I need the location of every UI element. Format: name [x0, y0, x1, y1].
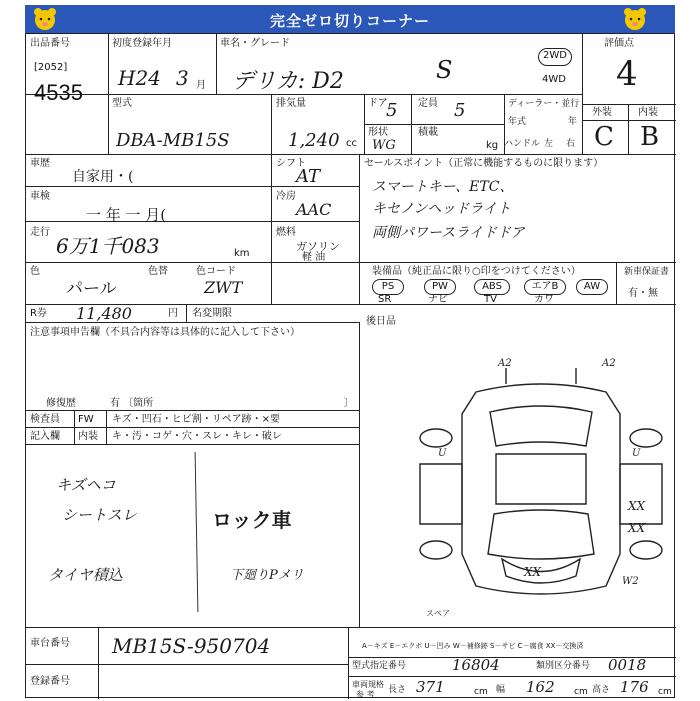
year-suffix: 年: [568, 117, 578, 127]
ref-label: 参 考: [356, 690, 375, 699]
note-line: 下廻りPメリ: [230, 568, 304, 583]
equip-tv: TV: [484, 294, 497, 305]
displacement-label: 排気量: [276, 98, 306, 109]
rock-car-note: ロック車: [212, 508, 292, 532]
auction-sheet: [25, 33, 675, 698]
reg-no-label: 登録番号: [30, 676, 70, 687]
bear-mascot-icon: [32, 7, 58, 31]
inspection-value: 一 年 一 月(: [86, 206, 167, 224]
color-label: 色: [30, 266, 40, 277]
inspection-label: 車検: [30, 191, 50, 202]
repair-close: 〕: [344, 398, 354, 409]
first-reg-label: 初度登録年月: [112, 38, 172, 49]
first-reg-month: 3: [176, 66, 189, 90]
car-name: デリカ: D2: [232, 69, 344, 94]
selling-label: セールスポイント（正常に機能するものに限ります）: [364, 158, 604, 169]
shape-label: 形状: [368, 127, 388, 138]
lot-number: 4535: [34, 80, 83, 105]
equip-leather: カワ: [534, 294, 554, 305]
row1-key: FW: [78, 414, 94, 425]
fuel-gasoline: ガソリン: [296, 240, 340, 253]
equip-airbag: エアB: [524, 279, 566, 295]
score-value: 4: [616, 54, 638, 94]
width-value: 162: [526, 678, 555, 696]
damage-mark: A2: [602, 358, 616, 369]
handle-right: 右: [566, 139, 576, 149]
drive-2wd: 2WD: [538, 48, 572, 66]
recycle-value: 11,480: [76, 304, 132, 323]
capacity-label: 定員: [418, 98, 438, 109]
exterior-label: 外装: [592, 107, 612, 118]
dims-label: 車両規格: [352, 680, 384, 689]
model-label: 型式: [112, 98, 132, 109]
selling-line: キセノンヘッドライト: [372, 201, 511, 217]
selling-line: スマートキー、ETC、: [372, 179, 514, 195]
notes-divider: [195, 452, 199, 612]
spare-label: スペア: [426, 609, 450, 618]
model-year-label: 年式: [508, 117, 527, 127]
fuel-label: 燃料: [276, 227, 296, 238]
score-label: 評価点: [604, 38, 634, 49]
height-label: 高さ: [592, 685, 611, 695]
note-line: タイヤ積込: [48, 566, 123, 584]
doors-value: 5: [386, 100, 398, 121]
type-designation-label: 型式指定番号: [352, 661, 407, 671]
cm-unit: cm: [658, 687, 672, 697]
equip-ps: PS: [372, 279, 404, 295]
selling-line: 両側パワースライドドア: [372, 225, 525, 241]
shift-value: AT: [296, 166, 321, 187]
grade: S: [436, 56, 453, 84]
color-change-label: 色替: [148, 266, 168, 277]
header-bar: [25, 5, 675, 33]
cm-unit: cm: [574, 687, 588, 697]
interior-score: B: [640, 122, 660, 152]
recycle-label: R券: [30, 308, 47, 319]
color-value: パール: [66, 279, 117, 299]
notes-label: 注意事項申告欄（不具合内容等は具体的に記入して下さい）: [30, 327, 300, 338]
dealer-label: ディーラー・並行: [508, 99, 580, 109]
row1-text: キズ・凹石・ヒビ割・リペア跡・×要: [112, 414, 280, 425]
name-change-label: 名変期限: [192, 308, 232, 319]
warranty-value: 有・無: [628, 288, 658, 299]
capacity-value: 5: [454, 100, 466, 121]
history-value: 自家用・(: [72, 169, 134, 185]
row2-text: キ・汚・コゲ・穴・スレ・キレ・破レ: [112, 431, 282, 442]
mileage-label: 走行: [30, 227, 50, 238]
shape-value: WG: [372, 138, 396, 153]
length-label: 長さ: [388, 685, 407, 695]
drive-4wd: 4WD: [542, 74, 566, 85]
color-code-label: 色コード: [196, 266, 236, 277]
interior-label: 内装: [638, 107, 658, 118]
displacement-value: 1,240: [288, 130, 340, 151]
damage-mark: XX: [628, 521, 646, 535]
chassis-no-value: MB15S-950704: [112, 634, 271, 658]
mileage-value: 6万1千083: [56, 234, 160, 258]
type-designation-value: 16804: [452, 656, 500, 674]
note-line: シートスレ: [62, 506, 137, 524]
cm-unit: cm: [474, 687, 488, 697]
damage-mark: XX: [524, 565, 542, 579]
handle-left: 左: [544, 139, 554, 149]
repair-label: 修復歴: [46, 398, 76, 409]
model-value: DBA-MB15S: [116, 130, 230, 151]
category-no-value: 0018: [608, 656, 647, 674]
history-label: 車歴: [30, 158, 50, 169]
cooling-label: 冷房: [276, 191, 296, 202]
first-reg-year: H24: [118, 66, 161, 90]
category-no-label: 類別区分番号: [536, 661, 591, 671]
note-line: キズヘコ: [56, 476, 116, 494]
equip-abs: ABS: [474, 279, 510, 295]
damage-mark: U: [632, 448, 641, 459]
model-name-label: 車名・グレード: [220, 38, 290, 49]
damage-mark: A2: [498, 358, 512, 369]
width-label: 幅: [496, 685, 506, 695]
cooling-value: AAC: [296, 200, 332, 219]
rear-items-label: 後日品: [366, 316, 396, 327]
damage-mark: W2: [622, 576, 639, 587]
chassis-no-label: 車台番号: [30, 638, 70, 649]
equipment-label: 装備品（純正品に限り○印をつけてください）: [372, 266, 581, 277]
bear-mascot-icon: [622, 7, 648, 31]
load-label: 積載: [418, 127, 438, 138]
color-code-value: ZWT: [204, 278, 243, 297]
entry-col-label: 記入欄: [30, 431, 60, 442]
shift-label: シフト: [276, 158, 306, 169]
row2-key: 内装: [78, 431, 98, 442]
exterior-score: C: [594, 122, 614, 152]
cc-unit: cc: [346, 138, 357, 149]
page-title: 完全ゼロ切りコーナー: [269, 12, 430, 30]
height-value: 176: [620, 678, 649, 696]
kg-unit: kg: [486, 140, 499, 151]
length-value: 371: [416, 678, 445, 696]
km-unit: km: [234, 248, 250, 259]
damage-legend: A－キズ E－エクボ U－凹み W－補修跡 S－サビ C－腐食 XX－交換済: [362, 642, 584, 650]
yen-unit: 円: [168, 308, 178, 319]
equip-navi: ナビ: [428, 294, 448, 305]
lot-no-label: 出品番号: [30, 38, 70, 49]
lot-code: [2052]: [34, 62, 68, 73]
equip-pw: PW: [424, 279, 456, 295]
handle-label: ハンドル: [504, 139, 541, 149]
car-damage-diagram: [406, 354, 676, 624]
check-col-label: 検査員: [30, 414, 60, 425]
repair-value: 有 〔箇所: [110, 398, 154, 409]
equip-aw: AW: [576, 279, 608, 295]
fuel-diesel: 軽 油: [302, 252, 326, 263]
damage-mark: XX: [628, 499, 646, 513]
warranty-label: 新車保証書: [624, 267, 670, 277]
damage-mark: U: [438, 448, 447, 459]
doors-label: ドア: [368, 98, 388, 109]
equip-sr: SR: [378, 294, 392, 305]
month-unit: 月: [196, 80, 206, 91]
